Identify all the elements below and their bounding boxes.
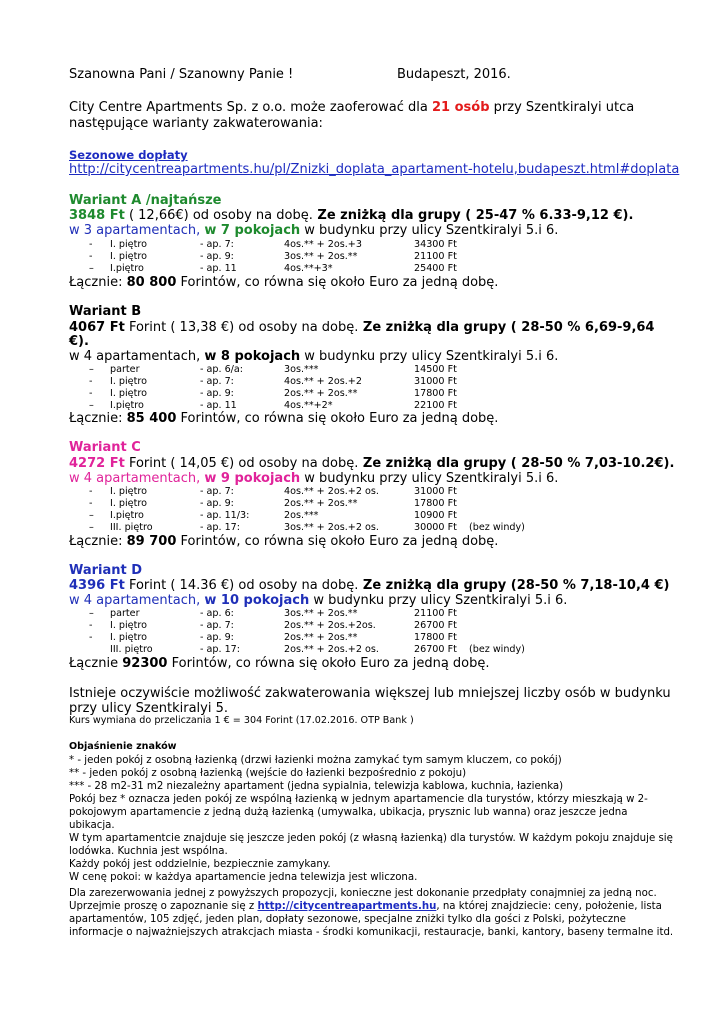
total-value: 89 700 (126, 534, 177, 549)
variant-b-loc-pre: w 4 apartamentach, (69, 349, 205, 364)
legend-line: * - jeden pokój z osobną łazienką (drzwi łazienki można zamykać tym samym kluczem, co pokój) (69, 755, 562, 766)
variant-a-loc-post: w budynku przy ulicy Szentkiralyi 5.i 6. (300, 223, 559, 238)
total-rest: Forintów, co równa się około Euro za jedną dobę. (176, 275, 499, 290)
variant-b-price-rest: Forint ( 13,38 €) od osoby na dobę. (124, 320, 359, 335)
row-floor: I. piętro (110, 251, 147, 262)
variant-d-total (69, 656, 490, 672)
row-floor: I. piętro (110, 498, 147, 509)
row-price: 17800 Ft (414, 498, 457, 509)
row-apartment: - ap. 7: (200, 620, 234, 631)
total-value: 85 400 (126, 411, 177, 426)
row-note: (bez windy) (469, 644, 525, 655)
closing-line-2: przy ulicy Szentkiralyi 5. (69, 701, 228, 716)
row-bullet: – (89, 522, 94, 533)
variant-d-title: Wariant D (69, 563, 143, 578)
row-price: 25400 Ft (414, 263, 457, 274)
variant-b-title: Wariant B (69, 304, 142, 319)
row-beds: 2os.** + 2os.+2 os. (284, 644, 379, 655)
variant-d-row (69, 632, 669, 644)
variant-c-total (69, 534, 498, 550)
legend-line: W cenę pokoi: w każdya apartamencie jedna telewizja jest wliczona. (69, 872, 418, 883)
row-apartment: - ap. 17: (200, 644, 241, 655)
row-floor: parter (110, 608, 140, 619)
variant-a-price-rest: ( 12,66€) od osoby na dobę. (124, 208, 313, 223)
row-price: 17800 Ft (414, 632, 457, 643)
row-price: 21100 Ft (414, 608, 457, 619)
place-date: Budapeszt, 2016. (397, 67, 511, 82)
footer-text: Uprzejmie proszę o zapoznanie się z (69, 901, 258, 912)
row-beds: 2os.*** (284, 510, 319, 521)
total-rest: Forintów, co równa się około Euro za jedną dobę. (176, 411, 499, 426)
variant-a-row (69, 263, 669, 275)
total-value: 80 800 (126, 275, 177, 290)
row-price: 26700 Ft (414, 644, 457, 655)
variant-d-loc-post: w budynku przy ulicy Szentkiralyi 5.i 6. (309, 593, 568, 608)
total-label: Łącznie: (69, 411, 127, 426)
row-beds: 3os.*** (284, 364, 319, 375)
row-price: 21100 Ft (414, 251, 457, 262)
variant-b-row (69, 376, 669, 388)
row-price: 34300 Ft (414, 239, 457, 250)
variant-c-location (69, 471, 558, 487)
variant-c-row (69, 498, 669, 510)
row-floor: I. piętro (110, 620, 147, 631)
row-bullet: - (89, 486, 93, 497)
variant-a-rooms: w 7 pokojach (204, 223, 301, 238)
row-beds: 3os.** + 2os.** (284, 608, 358, 619)
variant-d-price: 4396 Ft (69, 578, 125, 593)
variant-b-row (69, 364, 669, 376)
row-apartment: - ap. 9: (200, 498, 234, 509)
row-apartment: - ap. 7: (200, 376, 234, 387)
seasonal-link[interactable]: http://citycentreapartments.hu/pl/Znizki_doplata_apartament-hotelu,budapeszt.html#doplata (69, 162, 680, 177)
variant-d-rooms: w 10 pokojach (204, 593, 310, 608)
closing-line-1: Istnieje oczywiście możliwość zakwaterowania większej lub mniejszej liczby osób w budynku (69, 686, 671, 701)
variant-a-row (69, 251, 669, 263)
variant-d-row (69, 644, 669, 656)
total-label: Łącznie: (69, 275, 127, 290)
row-apartment: - ap. 7: (200, 239, 234, 250)
variant-b-rooms: w 8 pokojach (204, 349, 301, 364)
row-bullet: - (89, 376, 93, 387)
intro-text: City Centre Apartments Sp. z o.o. może zaoferować dla (69, 100, 432, 115)
footer-line-2 (69, 900, 662, 913)
variant-c-price: 4272 Ft (69, 456, 125, 471)
row-beds: 2os.** + 2os.+2os. (284, 620, 376, 631)
footer-line-1: Dla zarezerwowania jednej z powyższych propozycji, konieczne jest dokonanie przedpłaty conajmniej za jedną noc. (69, 888, 657, 899)
row-bullet: – (89, 263, 94, 274)
variant-d-row (69, 620, 669, 632)
row-floor: III. piętro (110, 644, 153, 655)
total-label: Łącznie: (69, 534, 127, 549)
legend-line: W tym apartamentcie znajduje się jeszcze jeden pokój (z własną łazienką) dla turystów. W każdym pokoju znajduje się (69, 833, 673, 844)
total-label: Łącznie (69, 656, 123, 671)
variant-c-row (69, 522, 669, 534)
legend-line: Pokój bez * oznacza jeden pokój ze wspólną łazienką w jednym apartamencie dla turystów, którzy mieszkają w 2- (69, 794, 648, 805)
exchange-rate: Kurs wymiana do przeliczania 1 € = 304 Forint (17.02.2016. OTP Bank ) (69, 715, 414, 726)
row-apartment: - ap. 17: (200, 522, 241, 533)
variant-c-price-line (69, 456, 674, 472)
row-apartment: - ap. 7: (200, 486, 234, 497)
row-beds: 2os.** + 2os.** (284, 498, 358, 509)
variant-b-total (69, 411, 498, 427)
row-floor: parter (110, 364, 140, 375)
variant-d-loc-pre: w 4 apartamentach, (69, 593, 205, 608)
variant-b-discount-cont: €). (69, 334, 89, 349)
row-price: 31000 Ft (414, 486, 457, 497)
row-price: 22100 Ft (414, 400, 457, 411)
row-bullet: - (89, 620, 93, 631)
total-rest: Forintów, co równa się około Euro za jedną dobę. (167, 656, 490, 671)
variant-c-rooms: w 9 pokojach (204, 471, 301, 486)
row-price: 26700 Ft (414, 620, 457, 631)
variant-d-row (69, 608, 669, 620)
variant-a-title: Wariant A /najtańsze (69, 193, 222, 208)
footer-line-4: informacje o najważniejszych atrakcjach miasta - środki komunikacji, restauracje, banki, kantory, baseny termalne itd. (69, 927, 674, 938)
variant-a-discount: Ze zniżką dla grupy ( 25-47 % 6.33-9,12 €). (312, 208, 634, 223)
row-bullet: – (89, 400, 94, 411)
footer-text: , na której znajdziecie: ceny, położenie, lista (436, 901, 662, 912)
total-value: 92300 (122, 656, 168, 671)
row-beds: 3os.** + 2os.** (284, 251, 358, 262)
row-bullet: - (89, 251, 93, 262)
variant-b-discount: Ze zniżką dla grupy ( 28-50 % 6,69-9,64 (358, 320, 655, 335)
row-bullet: - (89, 632, 93, 643)
row-apartment: - ap. 11/3: (200, 510, 250, 521)
variant-b-price-line (69, 320, 654, 336)
variant-b-loc-post: w budynku przy ulicy Szentkiralyi 5.i 6. (300, 349, 559, 364)
row-price: 14500 Ft (414, 364, 457, 375)
row-beds: 2os.** + 2os.** (284, 388, 358, 399)
variant-c-loc-post: w budynku przy ulicy Szentkiralyi 5.i 6. (300, 471, 559, 486)
row-bullet: - (89, 498, 93, 509)
row-price: 17800 Ft (414, 388, 457, 399)
row-floor: I.piętro (110, 510, 144, 521)
legend-line: ** - jeden pokój z osobną łazienką (wejście do łazienki bezpośrednio z pokoju) (69, 768, 467, 779)
row-floor: I. piętro (110, 632, 147, 643)
seasonal-title: Sezonowe dopłaty (69, 148, 188, 162)
variant-a-row (69, 239, 669, 251)
persons-count: 21 osób (431, 100, 490, 115)
variant-c-row (69, 486, 669, 498)
row-apartment: - ap. 6: (200, 608, 234, 619)
row-beds: 4os.** + 2os.+2 (284, 376, 362, 387)
variant-a-loc-pre: w 3 apartamentach, (69, 223, 205, 238)
footer-line-3: apartamentów, 105 zdjęć, jeden plan, dopłaty sezonowe, specjalne zniżki tylko dla gości z Polski, pożyteczne (69, 914, 626, 925)
legend-line: ubikacja. (69, 820, 115, 831)
row-floor: I. piętro (110, 239, 147, 250)
variant-a-total (69, 275, 498, 291)
row-bullet: – (89, 510, 94, 521)
row-apartment: - ap. 9: (200, 388, 234, 399)
row-beds: 4os.** + 2os.+2 os. (284, 486, 379, 497)
row-floor: I. piętro (110, 376, 147, 387)
variant-b-row (69, 388, 669, 400)
variant-d-discount: Ze zniżką dla grupy (28-50 % 7,18-10,4 €) (358, 578, 670, 593)
row-beds: 3os.** + 2os.+2 os. (284, 522, 379, 533)
intro-text-street: przy Szentkiralyi utca (489, 100, 635, 115)
row-price: 31000 Ft (414, 376, 457, 387)
variant-a-price-line (69, 208, 633, 224)
row-beds: 2os.** + 2os.** (284, 632, 358, 643)
variant-a-location (69, 223, 558, 239)
row-note: (bez windy) (469, 522, 525, 533)
row-floor: I. piętro (110, 486, 147, 497)
variant-a-price: 3848 Ft (69, 208, 125, 223)
row-price: 30000 Ft (414, 522, 457, 533)
legend-title: Objaśnienie znaków (69, 741, 177, 752)
legend-line: *** - 28 m2-31 m2 niezależny apartament (jedna sypialnia, telewizja kablowa, kuchnia, łazienka) (69, 781, 564, 792)
variant-c-row (69, 510, 669, 522)
row-bullet: - (89, 239, 93, 250)
variant-d-price-line (69, 578, 669, 594)
row-bullet: – (89, 364, 94, 375)
variant-c-title: Wariant C (69, 440, 141, 455)
row-apartment: - ap. 11 (200, 263, 237, 274)
variant-c-discount: Ze zniżką dla grupy ( 28-50 % 7,03-10.2€). (358, 456, 675, 471)
row-floor: I.piętro (110, 400, 144, 411)
variant-c-loc-pre: w 4 apartamentach, (69, 471, 205, 486)
intro-line-1 (69, 100, 634, 116)
intro-line-2: następujące warianty zakwaterowania: (69, 116, 323, 131)
row-floor: I. piętro (110, 388, 147, 399)
row-bullet: - (89, 388, 93, 399)
row-apartment: - ap. 9: (200, 251, 234, 262)
row-floor: III. piętro (110, 522, 153, 533)
variant-b-location (69, 349, 558, 365)
website-link[interactable]: http://citycentreapartments.hu (257, 901, 437, 912)
row-beds: 4os.**+3* (284, 263, 333, 274)
variant-b-price: 4067 Ft (69, 320, 125, 335)
row-bullet: – (89, 608, 94, 619)
row-apartment: - ap. 9: (200, 632, 234, 643)
variant-d-location (69, 593, 567, 609)
legend-line: lodówka. Kuchnia jest wspólna. (69, 846, 228, 857)
row-beds: 4os.**+2* (284, 400, 333, 411)
variant-d-price-rest: Forint ( 14.36 €) od osoby na dobę. (124, 578, 359, 593)
greeting: Szanowna Pani / Szanowny Panie ! (69, 67, 294, 82)
total-rest: Forintów, co równa się około Euro za jedną dobę. (176, 534, 499, 549)
variant-c-price-rest: Forint ( 14,05 €) od osoby na dobę. (124, 456, 359, 471)
row-beds: 4os.** + 2os.+3 (284, 239, 362, 250)
row-apartment: - ap. 6/a: (200, 364, 244, 375)
legend-line: Każdy pokój jest oddzielnie, bezpiecznie zamykany. (69, 859, 331, 870)
row-floor: I.piętro (110, 263, 144, 274)
legend-line: pokojowym apartamencie z jedną dużą łazienką (umywalka, ubikacja, prysznic lub wanna) oraz jeszcze jedna (69, 807, 628, 818)
row-price: 10900 Ft (414, 510, 457, 521)
row-apartment: - ap. 11 (200, 400, 237, 411)
